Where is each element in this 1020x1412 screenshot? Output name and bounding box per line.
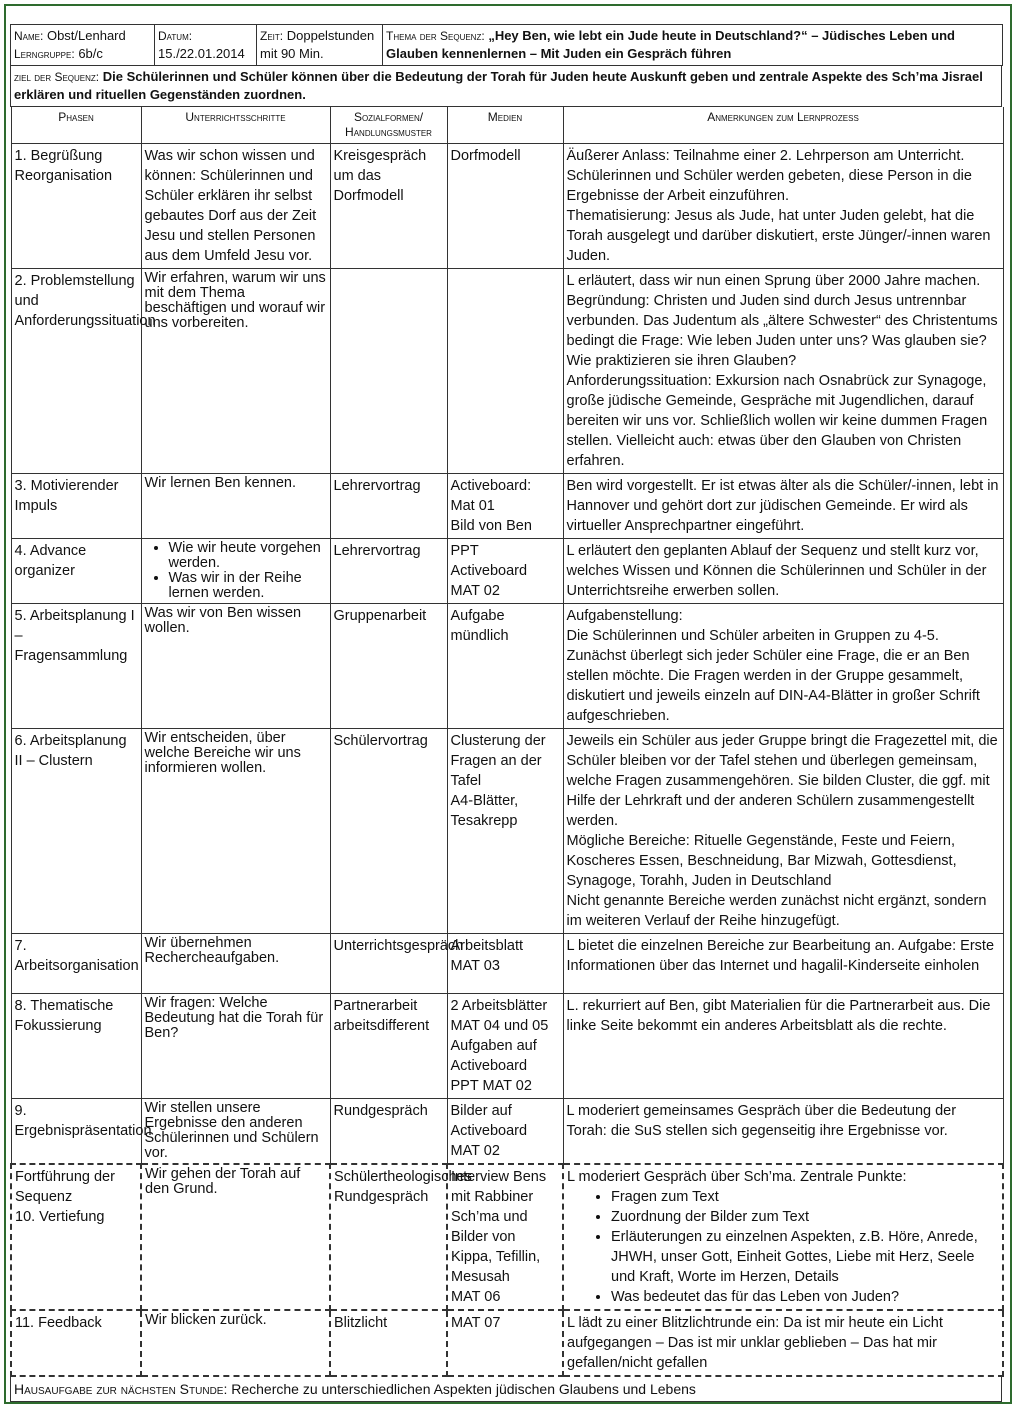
table-row: [11, 269, 1003, 474]
steps-cell: Was wir von Ben wissen wollen.: [141, 604, 330, 729]
header-table: [10, 24, 1003, 66]
table-row: [11, 994, 1003, 1099]
theme-cell: [383, 25, 1003, 66]
social-cell: Lehrervortrag: [330, 539, 447, 604]
list-item: • Erläuterungen zu einzelnen Aspekten, z.B. Höre, Anrede, JHWH, unser Gott, Einheit Gottes, Liebe mit Herz, Seele und Kraft, Worte im Herzen, Details: [611, 1227, 999, 1287]
notes-cell: [563, 1164, 1003, 1310]
social-cell: Schülertheologisches Rundgespräch: [330, 1164, 447, 1310]
goal-cell: [11, 66, 1002, 107]
date-label: Datum:: [158, 29, 193, 43]
table-row: [11, 144, 1003, 269]
notes-cell: L lädt zu einer Blitzlichtrunde ein: Da ist mir heute ein Licht aufgegangen – Das ist mir unklar geblieben – Das hat mir gefallen/nicht gefallen: [563, 1310, 1003, 1376]
media-cell: Bilder auf Activeboard MAT 02: [447, 1099, 563, 1165]
group-label: Lerngruppe:: [14, 47, 75, 61]
list-item: • Wie wir heute vorgehen werden.: [169, 541, 327, 571]
phase-cell: 4. Advance organizer: [11, 539, 141, 604]
notes-cell: L erläutert, dass wir nun einen Sprung über 2000 Jahre machen. Begründung: Christen und Juden sind durch Jesus untrennbar verbunden. Das Judentum als „ältere Schwester“ des Christentums bedingt die Frage: Wie leben Juden unter uns? Was glauben sie? Wie praktizieren sie ihren Glauben? Anforderungssituation: Exkursion nach Osnabrück zur Synagoge, große jüdische Gemeinde, Gespräche mit Jugendlichen, darauf bereiten wir uns vor. Schließlich wollen wir keine dummen Fragen stellen. Vielleicht auch: etwas über den Glauben von Christen erfahren.: [563, 269, 1003, 474]
time-value: Doppelstunden mit 90 Min.: [260, 28, 375, 61]
notes-cell: L moderiert gemeinsames Gespräch über die Bedeutung der Torah: die SuS stellen sich gegenseitig ihre Ergebnisse vor.: [563, 1099, 1003, 1165]
homework-text: Recherche zu unterschiedlichen Aspekten jüdischen Glaubens und Lebens: [231, 1381, 696, 1397]
homework-table: [10, 1377, 1002, 1402]
phase-cell: 3. Motivierender Impuls: [11, 474, 141, 539]
steps-cell: Was wir schon wissen und können: Schülerinnen und Schüler erklären ihr selbst gebautes Dorf aus der Zeit Jesu und stellen Personen aus dem Umfeld Jesu vor.: [141, 144, 330, 269]
list-item: • Fragen zum Text: [611, 1187, 999, 1207]
col-media: Medien: [447, 107, 563, 144]
time-cell: [257, 25, 383, 66]
date-value: 15./22.01.2014: [158, 46, 245, 61]
theme-label: Thema der Sequenz:: [386, 29, 485, 43]
homework-label: Hausaufgabe zur nächsten Stunde:: [14, 1381, 228, 1397]
social-cell: Gruppenarbeit: [330, 604, 447, 729]
phase-cell: Fortführung der Sequenz 10. Vertiefung: [11, 1164, 141, 1310]
social-cell: Blitzlicht: [330, 1310, 447, 1376]
media-cell: Interview Bens mit Rabbiner Sch’ma und Bilder von Kippa, Tefillin, Mesusah MAT 06: [447, 1164, 563, 1310]
media-cell: MAT 07: [447, 1310, 563, 1376]
social-cell: Lehrervortrag: [330, 474, 447, 539]
table-row: [11, 1164, 1003, 1310]
social-cell: Kreisgespräch um das Dorfmodell: [330, 144, 447, 269]
steps-cell: Wir entscheiden, über welche Bereiche wir uns informieren wollen.: [141, 729, 330, 934]
theme-value: „Hey Ben, wie lebt ein Jude heute in Deutschland?“ – Jüdisches Leben und Glauben kennenlernen – Mit Juden ein Gespräch führen: [386, 28, 955, 61]
name-cell: [11, 25, 155, 66]
notes-cell: Aufgabenstellung: Die Schülerinnen und Schüler arbeiten in Gruppen zu 4-5. Zunächst überlegt sich jeder Schüler eine Frage, die er an Ben stellen möchte. Die Fragen werden in der Gruppe gesammelt, diskutiert und jeweils einzeln auf DIN-A4-Blätter in großer Schrift aufgeschrieben.: [563, 604, 1003, 729]
media-cell: [447, 269, 563, 474]
media-cell: Dorfmodell: [447, 144, 563, 269]
steps-cell: Wir lernen Ben kennen.: [141, 474, 330, 539]
col-phase: Phasen: [11, 107, 141, 144]
date-cell: [155, 25, 257, 66]
col-steps: Unterrichtsschritte: [141, 107, 330, 144]
notes-cell: L bietet die einzelnen Bereiche zur Bearbeitung an. Aufgabe: Erste Informationen über das Internet und hagalil-Kinderseite einholen: [563, 934, 1003, 994]
column-header-row: [11, 107, 1003, 144]
list-item: • Was wir in der Reihe lernen werden.: [169, 571, 327, 601]
notes-text: L moderiert Gespräch über Sch’ma. Zentrale Punkte:: [567, 1169, 907, 1185]
social-cell: Unterrichtsgespräch: [330, 934, 447, 994]
table-row: [11, 604, 1003, 729]
notes-cell: Jeweils ein Schüler aus jeder Gruppe bringt die Fragezettel mit, die Schüler bleiben vor der Tafel stehen und überlegen gemeinsam, welche Fragen zusammengehören. Sie bilden Cluster, die ggf. mit Hilfe der Lehrkraft und der anderen Schülern zusammengestellt werden. Mögliche Bereiche: Rituelle Gegenstände, Feste und Feiern, Koscheres Essen, Beschneidung, Bar Mizwah, Gottesdienst, Synagoge, Torahh, Juden in Deutschland Nicht genannte Bereiche werden zunächst nicht ergänzt, sondern im weiteren Verlauf der Reihe hinzugefügt.: [563, 729, 1003, 934]
list-item: • Was bedeutet das für das Leben von Juden?: [611, 1287, 999, 1307]
phase-cell: 9. Ergebnispräsentation: [11, 1099, 141, 1165]
phase-cell: 8. Thematische Fokussierung: [11, 994, 141, 1099]
social-cell: [330, 269, 447, 474]
social-cell: Partnerarbeit arbeitsdifferent: [330, 994, 447, 1099]
table-row: [11, 934, 1003, 994]
table-row: [11, 539, 1003, 604]
media-cell: Aufgabe mündlich: [447, 604, 563, 729]
media-cell: 2 Arbeitsblätter MAT 04 und 05 Aufgaben auf Activeboard PPT MAT 02: [447, 994, 563, 1099]
col-social: Sozialformen/ Handlungsmuster: [330, 107, 447, 144]
lesson-plan: [10, 24, 1002, 1402]
name-label: Name:: [14, 29, 44, 43]
phase-cell: 2. Problemstellung und Anforderungssituation: [11, 269, 141, 474]
notes-cell: L erläutert den geplanten Ablauf der Sequenz und stellt kurz vor, welches Wissen und Können die Schülerinnen und Schüler in der Unterrichtsreihe erwerben sollen.: [563, 539, 1003, 604]
group-value: 6b/c: [78, 46, 103, 61]
steps-cell: Wir fragen: Welche Bedeutung hat die Torah für Ben?: [141, 994, 330, 1099]
steps-cell: Wir gehen der Torah auf den Grund.: [141, 1164, 330, 1310]
phase-cell: 5. Arbeitsplanung I – Fragensammlung: [11, 604, 141, 729]
table-row: [11, 729, 1003, 934]
notes-cell: L. rekurriert auf Ben, gibt Materialien für die Partnerarbeit aus. Die linke Seite bekommt ein anderes Arbeitsblatt als die rechte.: [563, 994, 1003, 1099]
social-cell: Schülervortrag: [330, 729, 447, 934]
media-cell: Arbeitsblatt MAT 03: [447, 934, 563, 994]
list-item: • Zuordnung der Bilder zum Text: [611, 1207, 999, 1227]
lesson-table: [10, 107, 1004, 1377]
steps-cell: Wir übernehmen Rechercheaufgaben.: [141, 934, 330, 994]
phase-cell: 7. Arbeitsorganisation: [11, 934, 141, 994]
table-row: [11, 474, 1003, 539]
notes-list: [567, 1187, 999, 1307]
col-notes: Anmerkungen zum Lernprozess: [563, 107, 1003, 144]
name-value: Obst/Lenhard: [46, 28, 126, 43]
goal-table: [10, 66, 1002, 107]
steps-cell: Wir erfahren, warum wir uns mit dem Thema beschäftigen und worauf wir uns vorbereiten.: [141, 269, 330, 474]
table-row: [11, 1310, 1003, 1376]
table-row: [11, 1099, 1003, 1165]
phase-cell: 1. Begrüßung Reorganisation: [11, 144, 141, 269]
notes-cell: Äußerer Anlass: Teilnahme einer 2. Lehrperson am Unterricht. Schülerinnen und Schüler werden gebeten, diese Person in die Ergebnisse der Arbeit einzuführen. Thematisierung: Jesus als Jude, hat unter Juden gelebt, hat die Torah ausgelegt und darüber diskutiert, erste Jünger/-innen waren Juden.: [563, 144, 1003, 269]
notes-cell: Ben wird vorgestellt. Er ist etwas älter als die Schüler/-innen, lebt in Hannover und gehört dort zur jüdischen Gemeinde. Er wird als virtueller Ansprechpartner eingeführt.: [563, 474, 1003, 539]
phase-cell: 11. Feedback: [11, 1310, 141, 1376]
steps-cell: Wir blicken zurück.: [141, 1310, 330, 1376]
steps-list: [145, 541, 327, 601]
steps-cell: Wir stellen unsere Ergebnisse den anderen Schülerinnen und Schülern vor.: [141, 1099, 330, 1165]
media-cell: Clusterung der Fragen an der Tafel A4-Blätter, Tesakrepp: [447, 729, 563, 934]
phase-cell: 6. Arbeitsplanung II – Clustern: [11, 729, 141, 934]
social-cell: Rundgespräch: [330, 1099, 447, 1165]
steps-cell: [141, 539, 330, 604]
homework-cell: [11, 1377, 1002, 1402]
goal-text: Die Schülerinnen und Schüler können über die Bedeutung der Torah für Juden heute Auskunft geben und zentrale Aspekte des Sch’ma Jisrael erklären und rituellen Gegenständen zuordnen.: [14, 69, 983, 102]
time-label: Zeit:: [260, 29, 284, 43]
media-cell: Activeboard: Mat 01 Bild von Ben: [447, 474, 563, 539]
media-cell: PPT Activeboard MAT 02: [447, 539, 563, 604]
goal-label: ziel der Sequenz:: [14, 70, 100, 84]
